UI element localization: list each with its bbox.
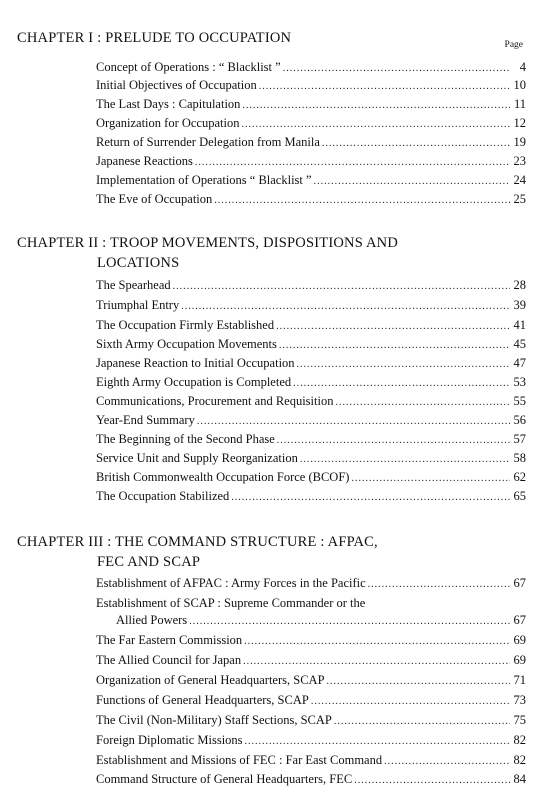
toc-entry[interactable]: Concept of Operations : “ Blacklist ” ..... 4 xyxy=(96,58,526,76)
toc-entry[interactable]: The Beginning of the Second Phase ..... 57 xyxy=(96,430,526,448)
toc-entry[interactable]: Establishment and Missions of FEC : Far East Command ..... 82 xyxy=(96,751,526,769)
toc-entry[interactable]: Initial Objectives of Occupation ..... 10 xyxy=(96,76,526,94)
toc-entry[interactable]: The Spearhead ..... 28 xyxy=(96,276,526,294)
toc-entry[interactable]: Sixth Army Occupation Movements ..... 45 xyxy=(96,335,526,353)
toc-entry[interactable]: Return of Surrender Delegation from Manila ..... 19 xyxy=(96,133,526,151)
toc-entry[interactable]: Functions of General Headquarters, SCAP ..... 73 xyxy=(96,691,526,709)
toc-entry[interactable]: The Far Eastern Commission ..... 69 xyxy=(96,631,526,649)
toc-entry[interactable]: British Commonwealth Occupation Force (BCOF) ..... 62 xyxy=(96,468,526,486)
toc-entry[interactable]: Organization of General Headquarters, SCAP ..... 71 xyxy=(96,671,526,689)
toc-entry[interactable]: The Last Days : Capitulation ..... 11 xyxy=(96,95,526,113)
toc-entry[interactable]: Establishment of SCAP : Supreme Commander or the xyxy=(96,596,366,610)
chapter-3-title-cont: FEC AND SCAP xyxy=(97,554,201,570)
toc-entry[interactable]: The Civil (Non-Military) Staff Sections, SCAP ..... 75 xyxy=(96,711,526,729)
chapter-2-heading xyxy=(17,233,487,273)
toc-entry[interactable]: Implementation of Operations “ Blacklist ” ..... 24 xyxy=(96,171,526,189)
toc-entry[interactable]: Communications, Procurement and Requisition ..... 55 xyxy=(96,392,526,410)
chapter-3-title: CHAPTER III : THE COMMAND STRUCTURE : AFPAC, xyxy=(17,534,378,550)
toc-entry[interactable]: The Eve of Occupation ..... 25 xyxy=(96,190,526,208)
chapter-2-title: CHAPTER II : TROOP MOVEMENTS, DISPOSITIONS AND xyxy=(17,235,398,251)
toc-entry[interactable]: Year-End Summary ..... 56 xyxy=(96,411,526,429)
toc-entry[interactable]: Japanese Reactions ..... 23 xyxy=(96,152,526,170)
toc-entry[interactable]: The Occupation Firmly Established ..... 41 xyxy=(96,316,526,334)
toc-entry-cont[interactable]: Allied Powers ..... 67 xyxy=(116,611,526,629)
chapter-1-title: CHAPTER I : PRELUDE TO OCCUPATION xyxy=(17,30,292,46)
chapter-1-heading xyxy=(17,28,487,48)
toc-entry[interactable]: Establishment of AFPAC : Army Forces in the Pacific ..... 67 xyxy=(96,574,526,592)
page-column-label: Page xyxy=(504,40,523,50)
chapter-3-heading xyxy=(17,532,487,572)
toc-entry[interactable]: The Allied Council for Japan ..... 69 xyxy=(96,651,526,669)
toc-entry[interactable]: Command Structure of General Headquarters, FEC ..... 84 xyxy=(96,770,526,788)
toc-entry[interactable]: Eighth Army Occupation is Completed ..... 53 xyxy=(96,373,526,391)
toc-entry[interactable]: Organization for Occupation ..... 12 xyxy=(96,114,526,132)
toc-entry[interactable]: The Occupation Stabilized ..... 65 xyxy=(96,487,526,505)
toc-entry[interactable]: Service Unit and Supply Reorganization ..... 58 xyxy=(96,449,526,467)
toc-entry[interactable]: Foreign Diplomatic Missions ..... 82 xyxy=(96,731,526,749)
toc-entry[interactable]: Triumphal Entry ..... 39 xyxy=(96,296,526,314)
chapter-2-title-cont: LOCATIONS xyxy=(97,255,180,271)
toc-entry[interactable]: Japanese Reaction to Initial Occupation ..... 47 xyxy=(96,354,526,372)
